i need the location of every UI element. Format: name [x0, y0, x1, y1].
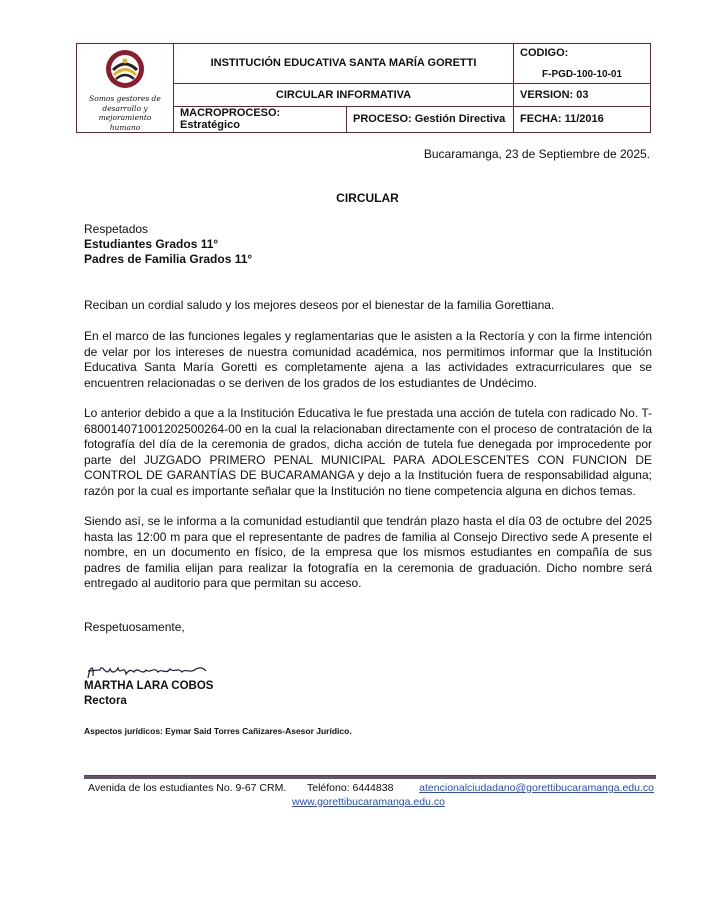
letter-title: CIRCULAR	[336, 191, 399, 205]
paragraph-deadline: Siendo así, se le informa a la comunidad estudiantil que tendrán plazo hasta el día 03 de octubre del 2025 hasta las 12:00 m para que el representante de padres de familia al Consejo Directivo sede A presente el nombre, en un documento en físico, de la empresa que los mismos estudiantes en compañía de sus padres de familia elijan para realizar la fotografía en la ceremonia de graduación. Dicho nombre será entregado al auditorio para que permitan su acceso.	[84, 514, 652, 590]
closing: Respetuosamente,	[84, 620, 185, 634]
logo-cell	[77, 44, 174, 133]
legal-note: Aspectos jurídicos: Eymar Said Torres Cañizares-Asesor Jurídico.	[84, 726, 352, 736]
footer-address: Avenida de los estudiantes No. 9-67 CRM.	[88, 782, 287, 794]
macroprocess-cell: MACROPROCESO: Estratégico	[174, 106, 347, 132]
document-header-table	[76, 43, 651, 133]
date-cell: FECHA: 11/2016	[514, 106, 651, 132]
paragraph-greeting: Reciban un cordial saludo y los mejores deseos por el bienestar de la familia Gorettiana.	[84, 298, 555, 312]
paragraph-tutela: Lo anterior debido a que a la Institución Educativa le fue prestada una acción de tutela con radicado No. T-680014071001202500264-00 en la cual la relacionaban directamente con el proceso de contratación de la fotografía del día de la ceremonia de grados, dicha acción de tutela fue denegada por improcedente por parte del JUZGADO PRIMERO PENAL MUNICIPAL PARA ADOLESCENTES CON FUNCION DE CONTROL DE GARANTÍAS DE BUCARAMANGA y dejo a la Institución fuera de responsabilidad alguna; razón por la cual es importante señalar que la Institución no tiene competencia alguna en dichos temas.	[84, 406, 652, 498]
recipient-parents: Padres de Familia Grados 11°	[84, 252, 253, 266]
school-logo-icon	[104, 48, 146, 90]
code-label: CODIGO:	[520, 46, 569, 59]
process-cell: PROCESO: Gestión Directiva	[347, 106, 514, 132]
footer-phone: Teléfono: 6444838	[307, 782, 394, 794]
code-value: F-PGD-100-10-01	[542, 68, 623, 80]
salutation: Respetados	[84, 222, 149, 236]
version-cell: VERSION: 03	[514, 83, 651, 106]
footer-email-link[interactable]: atencionalciudadano@gorettibucaramanga.edu.co	[419, 782, 654, 794]
footer-website-link[interactable]: www.gorettibucaramanga.edu.co	[292, 796, 445, 808]
footer-divider	[84, 775, 656, 779]
recipient-students: Estudiantes Grados 11°	[84, 237, 219, 251]
signer-role: Rectora	[84, 695, 127, 707]
signer-name: MARTHA LARA COBOS	[84, 680, 214, 692]
document-type: CIRCULAR INFORMATIVA	[174, 83, 514, 106]
place-date: Bucaramanga, 23 de Septiembre de 2025.	[423, 147, 650, 161]
paragraph-context: En el marco de las funciones legales y reglamentarias que le asisten a la Rectoría y con la firme intención de velar por los intereses de nuestra comunidad académica, nos permitimos informar que la Institución Educativa Santa María Goretti es completamente ajena a las actividades extracurriculares que se encuentren relacionadas o se deriven de los grados de los estudiantes de Undécimo.	[84, 329, 652, 390]
logo-tagline: Somos gestores de desarrollo y mejoramiento humano	[89, 94, 161, 132]
code-cell	[514, 44, 651, 84]
institution-name: INSTITUCIÓN EDUCATIVA SANTA MARÍA GORETTI	[174, 44, 514, 84]
